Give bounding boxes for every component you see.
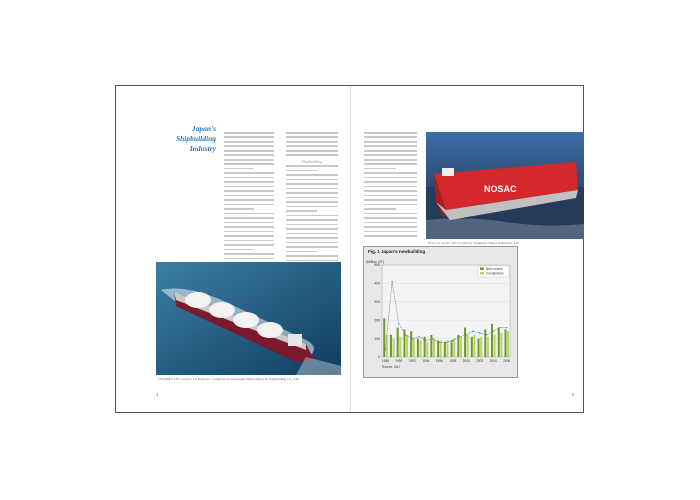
chart-plot bbox=[364, 257, 517, 377]
bar-completions bbox=[494, 335, 496, 357]
body-text-line bbox=[224, 177, 274, 179]
x-tick-label: 2004 bbox=[489, 359, 497, 363]
car-carrier-image bbox=[426, 132, 584, 239]
y-tick-label: 0 bbox=[378, 355, 380, 360]
body-text-line bbox=[224, 240, 274, 242]
line-point bbox=[506, 327, 507, 328]
body-text-line bbox=[286, 192, 338, 194]
line-point bbox=[492, 331, 493, 332]
body-text-line bbox=[224, 208, 254, 210]
bar-completions bbox=[393, 339, 395, 357]
lng-photo-caption: 170,000m³ LNG carrier, LG Enforcer, completed by Kawasaki Shipbuilding & Shipbuilding Co., Ltd. bbox=[158, 377, 300, 381]
chart-source: Source: SAJ bbox=[382, 365, 400, 369]
body-text-line bbox=[286, 215, 338, 217]
bar-completions bbox=[507, 331, 509, 357]
bar-completions bbox=[487, 337, 489, 357]
x-tick-label: 1990 bbox=[395, 359, 403, 363]
text-column-3 bbox=[364, 132, 417, 242]
newbuilding-chart bbox=[363, 246, 518, 378]
title-line-2: Shipbuilding bbox=[175, 134, 216, 143]
bar-new-orders bbox=[457, 335, 459, 357]
body-text-line bbox=[364, 163, 417, 165]
bar-new-orders bbox=[464, 328, 466, 357]
bar-new-orders bbox=[504, 329, 506, 357]
body-text-line bbox=[224, 235, 274, 237]
body-text-line bbox=[286, 154, 338, 156]
bar-new-orders bbox=[397, 328, 399, 357]
body-text-line bbox=[364, 132, 417, 134]
hull-lettering: NOSAC bbox=[484, 184, 517, 194]
legend-label: Completions bbox=[486, 271, 504, 276]
text-column-2 bbox=[286, 132, 338, 282]
body-text-line bbox=[364, 231, 417, 233]
body-text-line bbox=[286, 183, 338, 185]
bar-completions bbox=[386, 335, 388, 357]
bar-completions bbox=[500, 333, 502, 357]
body-text-line bbox=[364, 136, 417, 138]
body-text-line bbox=[364, 222, 417, 224]
bar-new-orders bbox=[410, 331, 412, 357]
bar-new-orders bbox=[437, 340, 439, 357]
left-page-number: 4 bbox=[156, 392, 158, 397]
bar-new-orders bbox=[444, 342, 446, 357]
bar-new-orders bbox=[484, 329, 486, 357]
body-text-line bbox=[286, 210, 317, 212]
magazine-spread bbox=[115, 85, 584, 413]
bar-completions bbox=[420, 340, 422, 357]
car-carrier-photo bbox=[426, 132, 584, 239]
x-tick-label: 1988 bbox=[381, 359, 389, 363]
bar-new-orders bbox=[451, 340, 453, 357]
body-text-line bbox=[224, 163, 274, 165]
title-line-1: Japan's bbox=[191, 124, 216, 133]
body-text-line bbox=[286, 255, 338, 257]
x-tick-label: 1996 bbox=[435, 359, 443, 363]
body-text-line bbox=[364, 217, 417, 219]
body-text-line bbox=[286, 237, 338, 239]
body-text-line bbox=[224, 222, 274, 224]
body-text-line bbox=[224, 172, 274, 174]
body-text-line bbox=[224, 145, 274, 147]
body-text-line bbox=[224, 141, 274, 143]
bar-completions bbox=[426, 342, 428, 357]
y-tick-label: 500 bbox=[374, 263, 380, 268]
line-point bbox=[445, 342, 446, 343]
bar-new-orders bbox=[390, 335, 392, 357]
body-text-line bbox=[224, 150, 274, 152]
body-text-line bbox=[286, 251, 317, 253]
title-line-3: Industry bbox=[189, 144, 216, 153]
body-text-line bbox=[286, 188, 338, 190]
line-point bbox=[486, 334, 487, 335]
body-text-line bbox=[224, 231, 274, 233]
body-text-line bbox=[224, 159, 274, 161]
body-text-line bbox=[286, 141, 338, 143]
body-text-line bbox=[364, 186, 417, 188]
body-text-line bbox=[364, 204, 417, 206]
bar-new-orders bbox=[478, 339, 480, 357]
legend-label: New orders bbox=[486, 266, 503, 271]
body-text-line bbox=[224, 181, 274, 183]
line-point bbox=[479, 332, 480, 333]
x-tick-label: 2002 bbox=[476, 359, 484, 363]
body-text-line bbox=[224, 136, 274, 138]
bar-new-orders bbox=[491, 324, 493, 357]
bar-completions bbox=[413, 339, 415, 357]
page-gutter bbox=[350, 86, 351, 412]
article-title bbox=[156, 124, 216, 154]
line-point bbox=[452, 340, 453, 341]
y-tick-label: 100 bbox=[374, 336, 380, 341]
line-point bbox=[412, 338, 413, 339]
bar-new-orders bbox=[471, 337, 473, 357]
bar-completions bbox=[453, 339, 455, 357]
body-text-line bbox=[224, 190, 274, 192]
y-tick-label: 400 bbox=[374, 281, 380, 286]
body-text-line bbox=[286, 224, 338, 226]
body-text-line bbox=[364, 195, 417, 197]
body-text-line bbox=[224, 168, 254, 170]
body-text-line bbox=[224, 154, 274, 156]
body-text-line bbox=[286, 165, 338, 167]
body-text-line bbox=[224, 226, 274, 228]
line-point bbox=[432, 338, 433, 339]
bar-completions bbox=[446, 340, 448, 357]
body-text-line bbox=[224, 249, 254, 251]
body-text-line bbox=[286, 174, 338, 176]
body-text-line bbox=[364, 141, 417, 143]
chart-title: Fig. 1 Japan's newbuilding bbox=[368, 249, 426, 254]
bar-completions bbox=[467, 335, 469, 357]
legend-swatch bbox=[480, 268, 484, 271]
line-point bbox=[418, 336, 419, 337]
body-text-line bbox=[286, 170, 317, 172]
body-text-line bbox=[286, 228, 338, 230]
x-tick-label: 1994 bbox=[422, 359, 430, 363]
line-point bbox=[425, 340, 426, 341]
x-tick-label: 1992 bbox=[408, 359, 416, 363]
body-text-line bbox=[364, 168, 396, 170]
body-text-line bbox=[224, 195, 274, 197]
bar-completions bbox=[399, 337, 401, 357]
bar-completions bbox=[480, 337, 482, 357]
x-tick-label: 2000 bbox=[462, 359, 470, 363]
body-text-line bbox=[364, 226, 417, 228]
body-text-line bbox=[364, 177, 417, 179]
bar-completions bbox=[460, 337, 462, 357]
body-text-line bbox=[286, 242, 338, 244]
line-point bbox=[459, 336, 460, 337]
y-tick-label: 200 bbox=[374, 318, 380, 323]
legend-swatch bbox=[480, 272, 484, 275]
body-text-line bbox=[286, 201, 338, 203]
line-point bbox=[466, 334, 467, 335]
lng-carrier-image bbox=[156, 262, 341, 375]
body-text-line bbox=[286, 206, 338, 208]
body-text-line bbox=[286, 219, 338, 221]
body-text-line bbox=[364, 154, 417, 156]
body-text-line bbox=[224, 186, 274, 188]
bar-completions bbox=[406, 335, 408, 357]
body-text-line bbox=[224, 217, 274, 219]
body-text-line bbox=[224, 258, 274, 260]
line-point bbox=[398, 323, 399, 324]
line-point bbox=[499, 327, 500, 328]
body-text-line bbox=[286, 179, 338, 181]
bar-completions bbox=[473, 335, 475, 357]
body-text-line bbox=[364, 190, 417, 192]
line-point bbox=[391, 281, 392, 282]
body-text-line bbox=[286, 197, 338, 199]
body-text-line bbox=[364, 235, 417, 237]
text-column-1 bbox=[224, 132, 274, 282]
body-text-line bbox=[286, 145, 338, 147]
line-point bbox=[472, 331, 473, 332]
body-text-line bbox=[224, 253, 274, 255]
line-point bbox=[439, 342, 440, 343]
body-text-line bbox=[364, 199, 417, 201]
body-text-line bbox=[286, 246, 338, 248]
line-point bbox=[385, 349, 386, 350]
x-tick-label: 2006 bbox=[503, 359, 511, 363]
section-subheading: Shipbuilding bbox=[301, 158, 323, 164]
body-text-line bbox=[286, 136, 338, 138]
body-text-line bbox=[364, 150, 417, 152]
y-axis-label: (Million GT) bbox=[366, 260, 385, 264]
body-text-line bbox=[286, 132, 338, 134]
bar-new-orders bbox=[417, 339, 419, 357]
right-page-number: 5 bbox=[572, 392, 574, 397]
bar-new-orders bbox=[383, 318, 385, 357]
body-text-line bbox=[364, 208, 396, 210]
body-text-line bbox=[224, 132, 274, 134]
bar-new-orders bbox=[498, 328, 500, 357]
x-tick-label: 1998 bbox=[449, 359, 457, 363]
bar-completions bbox=[440, 340, 442, 357]
lng-carrier-photo bbox=[156, 262, 341, 375]
body-text-line bbox=[364, 213, 417, 215]
body-text-line bbox=[224, 213, 274, 215]
body-text-line bbox=[364, 172, 417, 174]
bar-completions bbox=[433, 339, 435, 357]
car-carrier-caption: Pure car carrier (PCC) built by Sumitomo Heavy Industries, Ltd. bbox=[428, 241, 520, 245]
body-text-line bbox=[224, 199, 274, 201]
body-text-line bbox=[224, 204, 274, 206]
body-text-line bbox=[286, 150, 338, 152]
body-text-line bbox=[364, 181, 417, 183]
body-text-line bbox=[286, 260, 338, 262]
body-text-line bbox=[224, 244, 274, 246]
body-text-line bbox=[364, 145, 417, 147]
line-point bbox=[405, 334, 406, 335]
body-text-line bbox=[364, 159, 417, 161]
y-tick-label: 300 bbox=[374, 300, 380, 304]
body-text-line bbox=[286, 233, 338, 235]
